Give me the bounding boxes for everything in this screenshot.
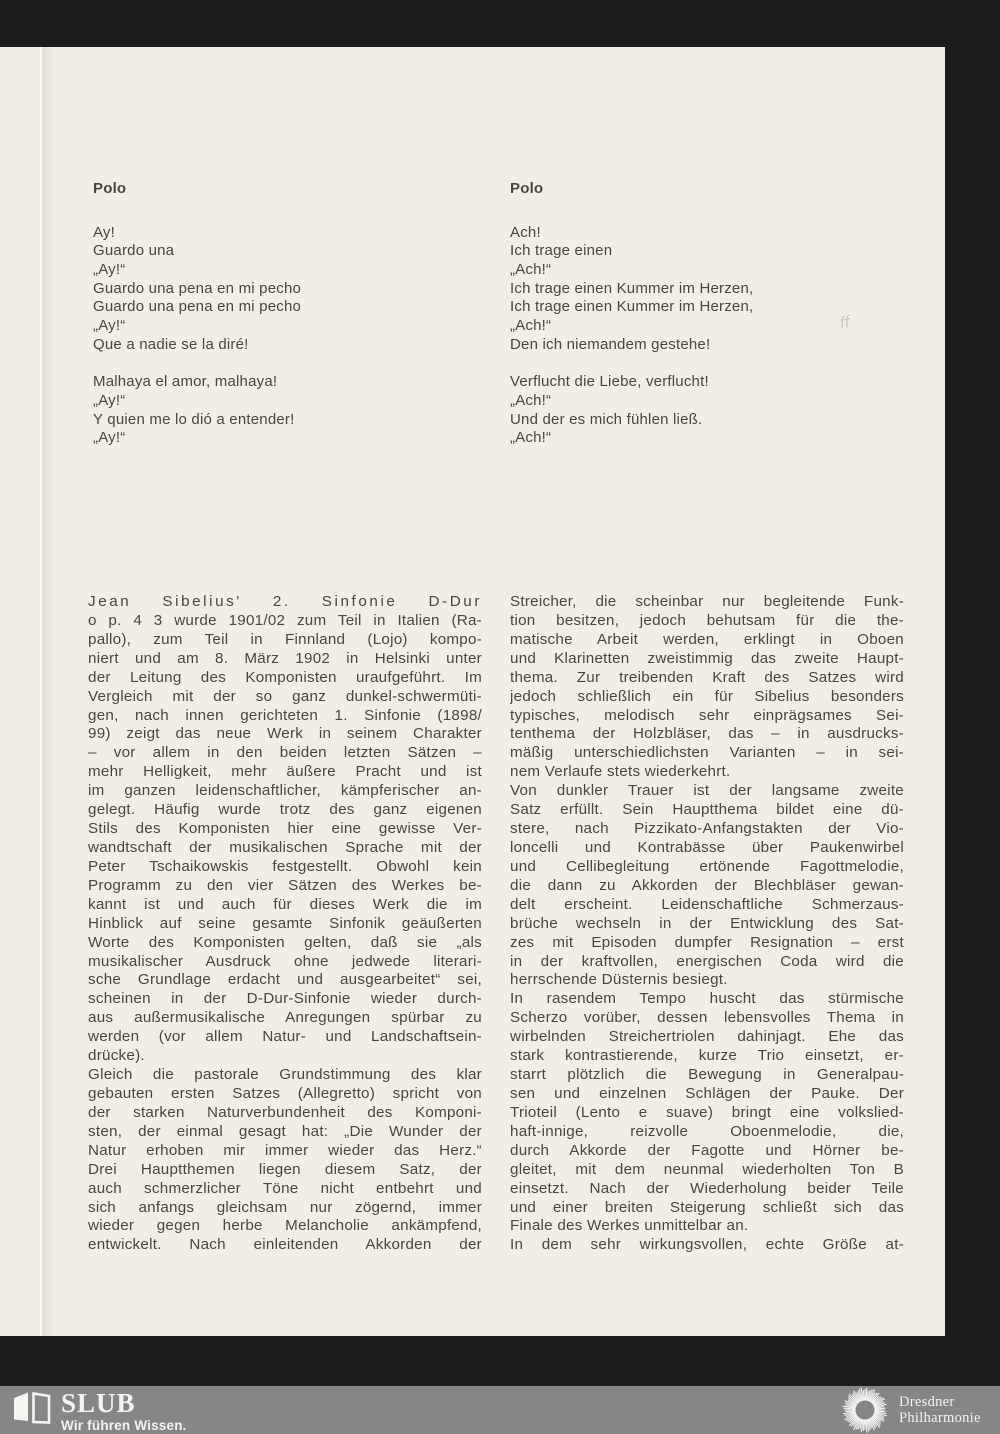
text-line: Ich trage einen xyxy=(510,242,613,260)
text-line: zes mit Episoden dumpfer Resignation – erst xyxy=(510,933,904,951)
text-line: tion besitzen, jedoch behutsam für die the- xyxy=(510,611,904,629)
text-line: brüche wechseln in der Entwicklung des Sat- xyxy=(510,914,904,932)
text-line: gebauten ersten Satzes (Allegretto) spricht von xyxy=(88,1084,482,1102)
poem-spanish-lines xyxy=(93,224,301,448)
text-line: Ay! xyxy=(93,223,116,241)
text-line: Ach! xyxy=(510,223,541,241)
text-line: aus außermusikalische Anregungen spürbar zu xyxy=(88,1009,482,1027)
poem-spanish-title: Polo xyxy=(93,180,127,197)
text-line: – vor allem in den beiden letzten Sätzen – xyxy=(88,744,482,762)
text-line xyxy=(510,355,753,374)
text-line: Que a nadie se la diré! xyxy=(93,335,249,353)
poem-spanish xyxy=(93,180,301,448)
text-line: haft-innige, reizvolle Oboenmelodie, die, xyxy=(510,1122,904,1140)
text-line: und Cellibegleitung ertönende Fagottmelodie, xyxy=(510,857,904,875)
text-line: musikalischer Ausdruck ohne jedwede literari- xyxy=(88,952,482,970)
text-line: in der kraftvollen, energischen Coda wird die xyxy=(510,952,904,970)
text-line: „Ach!“ xyxy=(510,261,552,279)
scanned-page xyxy=(0,47,945,1336)
pencil-mark: ff xyxy=(838,312,851,333)
text-line: Verflucht die Liebe, verflucht! xyxy=(510,373,709,391)
text-line: In dem sehr wirkungsvollen, echte Größe at- xyxy=(510,1236,904,1254)
text-line: sche Grundlage erdacht und ausgearbeitet“ sei, xyxy=(88,971,482,989)
text-line: Drei Hauptthemen liegen diesem Satz, der xyxy=(88,1160,482,1178)
text-line: Guardo una pena en mi pecho xyxy=(93,279,302,297)
text-line: thema. Zur treibenden Kraft des Satzes wird xyxy=(510,668,904,686)
text-line: loncelli und Kontrabässe über Paukenwirbel xyxy=(510,838,904,856)
text-line: mehr Helligkeit, mehr äußere Pracht und ist xyxy=(88,763,482,781)
text-line: „Ay!“ xyxy=(93,429,126,447)
text-line: nem Verlaufe stets wiederkehrt. xyxy=(510,763,731,781)
text-line: Vergleich mit der so ganz dunkel-schwermüti- xyxy=(88,687,482,705)
text-line: Von dunkler Trauer ist der langsame zweite xyxy=(510,782,904,800)
text-line: Guardo una pena en mi pecho xyxy=(93,298,302,316)
text-line: der Leitung des Komponisten uraufgeführt. Im xyxy=(88,668,482,686)
article-column-right xyxy=(510,593,904,1255)
text-line: o p. 4 3 wurde 1901/02 zum Teil in Italien (Ra- xyxy=(88,611,482,629)
text-line: Satz erfüllt. Sein Hauptthema bildet eine dü- xyxy=(510,801,904,819)
text-line: „Ay!“ xyxy=(93,391,126,409)
text-line: sten, der einmal gesagt hat: „Die Wunder der xyxy=(88,1122,482,1140)
text-line: Trioteil (Lento e suave) bringt eine volkslied- xyxy=(510,1103,904,1121)
slub-wordmark: SLUB xyxy=(61,1388,136,1418)
text-line: Y quien me lo dió a entender! xyxy=(93,410,295,428)
text-line: der starken Naturverbundenheit des Komponi- xyxy=(88,1103,482,1121)
text-line: im ganzen leidenschaftlicher, kämpferischer an- xyxy=(88,782,482,800)
article-column-left xyxy=(88,593,482,1255)
poem-german-lines xyxy=(510,224,753,448)
text-line: Streicher, die scheinbar nur begleitende Funk- xyxy=(510,593,904,610)
text-line: Scherzo vorüber, dessen lebensvolles Thema in xyxy=(510,1009,904,1027)
text-line: Peter Tschaikowskis festgestellt. Obwohl kein xyxy=(88,857,482,875)
text-line: Jean Sibelius' 2. Sinfonie D-Dur xyxy=(88,593,482,610)
text-line: „Ay!“ xyxy=(93,261,126,279)
poem-german xyxy=(510,180,753,448)
text-line: Ich trage einen Kummer im Herzen, xyxy=(510,298,754,316)
text-line: sen und einzelnen Schlägen der Pauke. Der xyxy=(510,1084,904,1102)
slub-text-block xyxy=(61,1390,187,1433)
page-fold-strip xyxy=(0,47,40,1336)
text-line: Finale des Werkes unmittelbar an. xyxy=(510,1217,749,1235)
text-line: auch schmerzlicher Töne nicht entbehrt und xyxy=(88,1179,482,1197)
text-line: „Ay!“ xyxy=(93,317,126,335)
text-line: Ich trage einen Kummer im Herzen, xyxy=(510,279,754,297)
text-line: entwickelt. Nach einleitenden Akkorden der xyxy=(88,1236,482,1254)
text-line: wirbelnden Streichertriolen dahinjagt. Ehe das xyxy=(510,1028,904,1046)
text-line: matische Arbeit werden, erklingt in Oboen xyxy=(510,630,904,648)
text-line xyxy=(93,355,301,374)
text-line: „Ach!“ xyxy=(510,317,552,335)
footer-bar xyxy=(0,1386,1000,1434)
text-line: drücke). xyxy=(88,1047,145,1065)
philharmonie-line2: Philharmonie xyxy=(899,1410,981,1426)
text-line: einsetzt. Nach der Wiederholung beider Teile xyxy=(510,1179,904,1197)
text-line: pallo), zum Teil in Finnland (Lojo) kompo- xyxy=(88,630,482,648)
text-line: sich anfangs gleichsam nur zögernd, immer xyxy=(88,1198,482,1216)
text-line: scheinen in der D-Dur-Sinfonie wieder durch- xyxy=(88,990,482,1008)
text-line: Gleich die pastorale Grundstimmung des klar xyxy=(88,1066,482,1084)
text-line: Programm zu den vier Sätzen des Werkes be- xyxy=(88,876,482,894)
text-line: 99) zeigt das neue Werk in seinem Charakter xyxy=(88,725,482,743)
text-line: Guardo una xyxy=(93,242,175,260)
slub-book-icon xyxy=(12,1390,52,1426)
philharmonie-logo xyxy=(842,1386,981,1434)
text-line: und Klarinetten zweistimmig das zweite Haupt- xyxy=(510,649,904,667)
text-line: herrschende Düsternis besiegt. xyxy=(510,971,728,989)
text-line: stark kontrastierende, kurze Trio einsetzt, er- xyxy=(510,1047,904,1065)
text-line: Worte des Komponisten gelten, daß sie „als xyxy=(88,933,482,951)
text-line: stere, nach Pizzikato-Anfangstakten der Vio- xyxy=(510,820,904,838)
text-line: In rasendem Tempo huscht das stürmische xyxy=(510,990,904,1008)
slub-logo xyxy=(12,1390,187,1433)
slub-tagline: Wir führen Wissen. xyxy=(61,1418,187,1433)
text-line: gleitet, mit dem neunmal wiederholten Ton B xyxy=(510,1160,904,1178)
text-line: gelegt. Häufig wurde trotz des ganz eigenen xyxy=(88,801,482,819)
philharmonie-sunburst-icon xyxy=(842,1387,888,1433)
text-line: gen, nach innen gerichteten 1. Sinfonie (1898/ xyxy=(88,706,482,724)
text-line: starrt plötzlich die Bewegung in Generalpau- xyxy=(510,1066,904,1084)
text-line: Den ich niemandem gestehe! xyxy=(510,335,711,353)
text-line: mäßig unterschiedlichsten Varianten – in sei- xyxy=(510,744,904,762)
text-line: werden (vor allem Natur- und Landschaftsein- xyxy=(88,1028,482,1046)
text-line: „Ach!“ xyxy=(510,391,552,409)
text-line: die dann zu Akkorden der Blechbläser gewan- xyxy=(510,876,904,894)
text-line: kannt ist und auch für dieses Werk die im xyxy=(88,895,482,913)
text-line: delt erscheint. Leidenschaftliche Schmerzaus- xyxy=(510,895,904,913)
text-line: jedoch schließlich ein für Sibelius besonders xyxy=(510,687,904,705)
poem-german-title: Polo xyxy=(510,180,544,197)
text-line: typisches, melodisch sehr einprägsames Sei- xyxy=(510,706,904,724)
philharmonie-wordmark xyxy=(899,1394,981,1426)
philharmonie-line1: Dresdner xyxy=(899,1394,955,1410)
text-line: und einer breiten Steigerung schließt sich das xyxy=(510,1198,904,1216)
text-line: Stils des Komponisten hier eine gewisse Ver- xyxy=(88,820,482,838)
text-line: niert und am 8. März 1902 in Helsinki unter xyxy=(88,649,482,667)
page-fold-shadow xyxy=(42,47,54,1336)
text-line: Und der es mich fühlen ließ. xyxy=(510,410,703,428)
text-line: durch Akkorde der Fagotte und Hörner be- xyxy=(510,1141,904,1159)
text-line: Hinblick auf seine gesamte Sinfonik geäußerten xyxy=(88,914,482,932)
text-line: wieder gegen herbe Melancholie ankämpfend, xyxy=(88,1217,482,1235)
text-line: Malhaya el amor, malhaya! xyxy=(93,373,278,391)
text-line: Natur erhoben mir immer wieder das Herz.“ xyxy=(88,1141,482,1159)
text-line: tenthema der Holzbläser, das – in ausdrucks- xyxy=(510,725,904,743)
text-line: wandtschaft der musikalischen Sprache mit der xyxy=(88,838,482,856)
text-line: „Ach!“ xyxy=(510,429,552,447)
